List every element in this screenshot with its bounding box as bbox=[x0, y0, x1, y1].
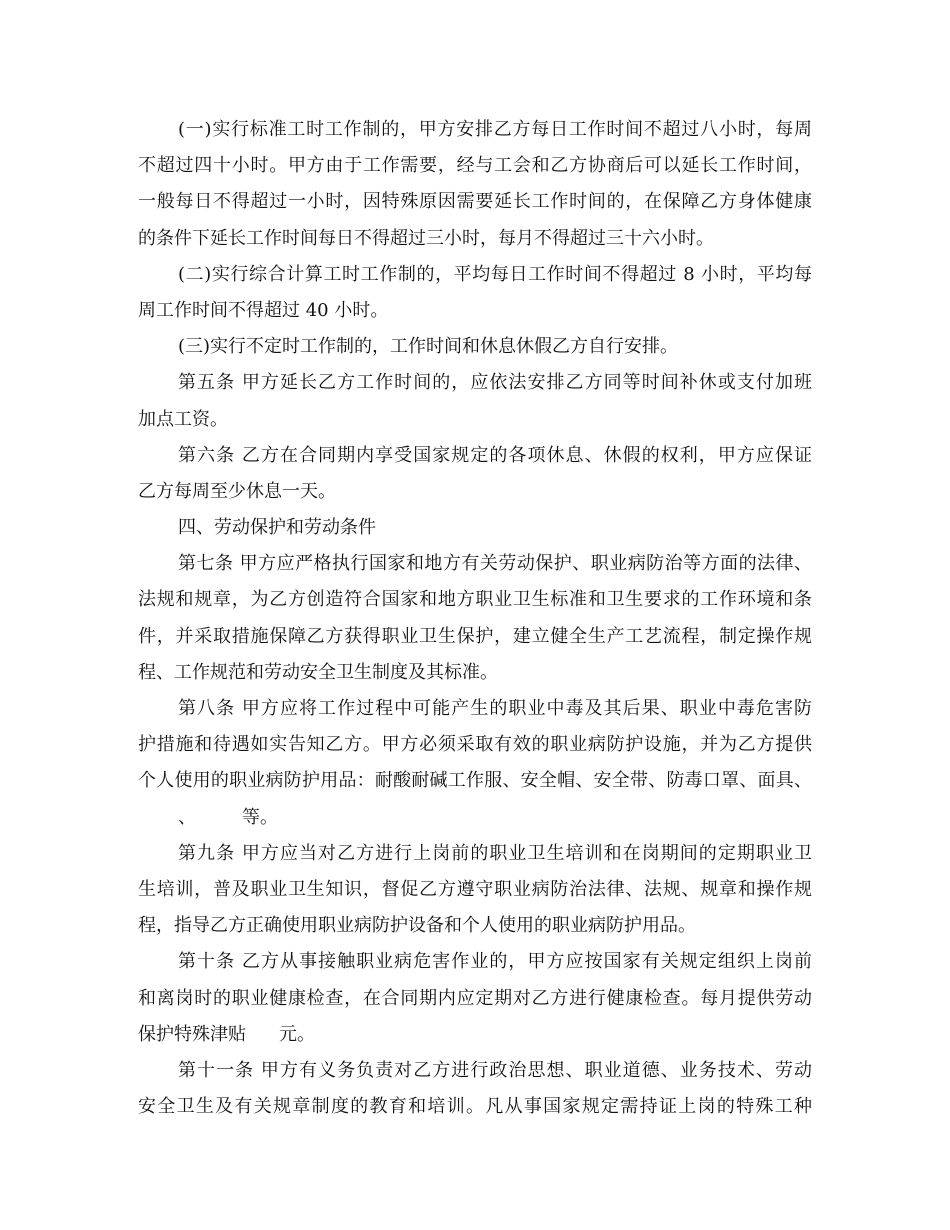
text-line: 第十一条 甲方有义务负责对乙方进行政治思想、职业道德、业务技术、劳动 bbox=[178, 1059, 812, 1081]
paragraph-article-8 bbox=[138, 691, 812, 836]
text-line: 个人使用的职业病防护用品：耐酸耐碱工作服、安全帽、安全带、防毒口罩、面具、 bbox=[138, 770, 812, 792]
text-line: 加点工资。 bbox=[138, 408, 228, 430]
allowance-label: 保护特殊津贴 bbox=[138, 1023, 246, 1045]
document-body bbox=[138, 112, 812, 1125]
paragraph-article-6 bbox=[138, 438, 812, 510]
paragraph-article-11 bbox=[138, 1053, 812, 1125]
text-line: 的条件下延长工作时间每日不得超过三小时，每月不得超过三十六小时。 bbox=[138, 227, 714, 249]
text-line: 安全卫生及有关规章制度的教育和培训。凡从事国家规定需持证上岗的特殊工种 bbox=[138, 1096, 812, 1118]
text-line: 护措施和待遇如实告知乙方。甲方必须采取有效的职业病防护设施，并为乙方提供 bbox=[138, 734, 812, 756]
text-line: 第六条 乙方在合同期内享受国家规定的各项休息、休假的权利，甲方应保证 bbox=[178, 444, 812, 466]
text-line: 法规和规章，为乙方创造符合国家和地方职业卫生标准和卫生要求的工作环境和条 bbox=[138, 589, 812, 611]
text-line: (二)实行综合计算工时工作制的，平均每日工作时间不得超过 8 小时，平均每 bbox=[178, 263, 812, 285]
paragraph-article-9 bbox=[138, 836, 812, 945]
text-line-with-blank bbox=[138, 1017, 812, 1053]
paragraph-item-2 bbox=[138, 257, 812, 329]
text-line: 件，并采取措施保障乙方获得职业卫生保护，建立健全生产工艺流程，制定操作规 bbox=[138, 625, 812, 647]
text-line: 第八条 甲方应将工作过程中可能产生的职业中毒及其后果、职业中毒危害防 bbox=[178, 698, 812, 719]
text-line: (三)实行不定时工作制的，工作时间和休息休假乙方自行安排。 bbox=[178, 336, 679, 358]
blank-line-ending: 等。 bbox=[242, 806, 278, 828]
section-4-heading bbox=[138, 510, 812, 546]
paragraph-item-3 bbox=[138, 329, 812, 365]
text-line: 第九条 甲方应当对乙方进行上岗前的职业卫生培训和在岗期间的定期职业卫 bbox=[178, 842, 812, 864]
text-line: 生培训，普及职业卫生知识，督促乙方遵守职业病防治法律、法规、规章和操作规 bbox=[138, 878, 812, 900]
paragraph-article-10 bbox=[138, 944, 812, 1053]
text-line: 第七条 甲方应严格执行国家和地方有关劳动保护、职业病防治等方面的法律、 bbox=[178, 553, 812, 575]
text-line: (一)实行标准工时工作制的，甲方安排乙方每日工作时间不超过八小时，每周 bbox=[178, 119, 812, 140]
paragraph-item-1 bbox=[138, 112, 812, 257]
paragraph-article-7 bbox=[138, 546, 812, 691]
text-line: 一般每日不得超过一小时，因特殊原因需要延长工作时间的，在保障乙方身体健康 bbox=[138, 191, 812, 213]
text-line: 不超过四十小时。甲方由于工作需要，经与工会和乙方协商后可以延长工作时间， bbox=[138, 155, 812, 177]
text-line: 程、工作规范和劳动安全卫生制度及其标准。 bbox=[138, 661, 498, 683]
allowance-unit: 元。 bbox=[279, 1023, 315, 1045]
text-line-with-blanks bbox=[138, 800, 812, 836]
text-line: 周工作时间不得超过 40 小时。 bbox=[138, 299, 389, 321]
text-line: 第五条 甲方延长乙方工作时间的，应依法安排乙方同等时间补休或支付加班 bbox=[178, 372, 812, 394]
text-line: 和离岗时的职业健康检查，在合同期内应定期对乙方进行健康检查。每月提供劳动 bbox=[138, 987, 812, 1009]
text-line: 乙方每周至少休息一天。 bbox=[138, 480, 336, 502]
blank-separator: 、 bbox=[178, 806, 196, 828]
paragraph-article-5 bbox=[138, 365, 812, 437]
section-heading-line: 四、劳动保护和劳动条件 bbox=[178, 517, 376, 539]
text-line: 程，指导乙方正确使用职业病防护设备和个人使用的职业病防护用品。 bbox=[138, 915, 696, 937]
text-line: 第十条 乙方从事接触职业病危害作业的，甲方应按国家有关规定组织上岗前 bbox=[178, 951, 812, 973]
